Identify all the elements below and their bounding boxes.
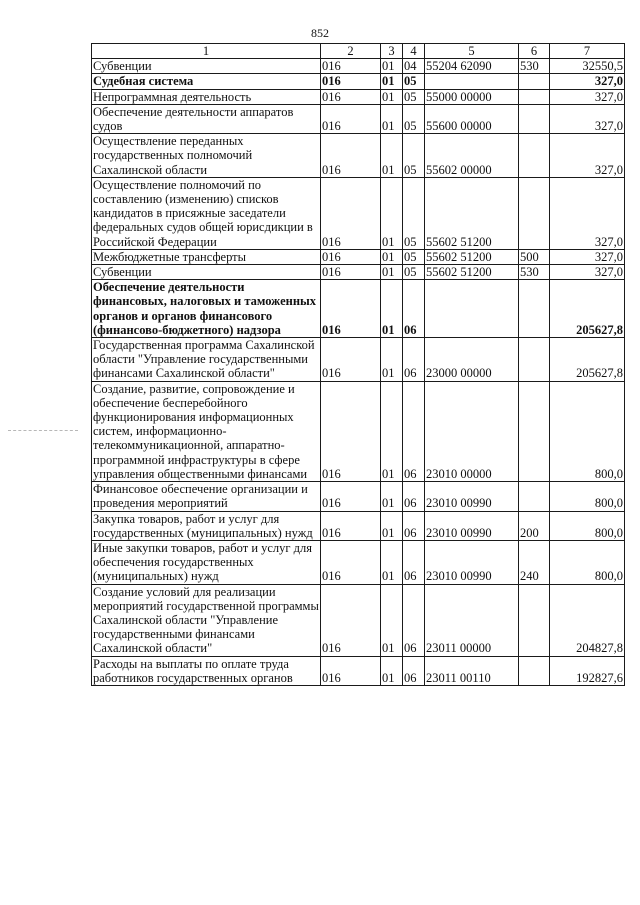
cell-expense-type [519, 482, 550, 511]
cell-section: 01 [381, 656, 403, 685]
table-row [92, 89, 625, 104]
cell-subsection: 04 [403, 59, 425, 74]
cell-ministry: 016 [321, 265, 381, 280]
cell-ministry: 016 [321, 280, 381, 338]
table-row [92, 265, 625, 280]
cell-name: Иные закупки товаров, работ и услуг для обеспечения государственных (муниципальных) нужд [92, 540, 321, 584]
table-row [92, 584, 625, 656]
cell-section: 01 [381, 59, 403, 74]
cell-amount: 800,0 [550, 540, 625, 584]
cell-target-article: 23011 00000 [425, 584, 519, 656]
cell-name: Субвенции [92, 59, 321, 74]
cell-subsection: 06 [403, 482, 425, 511]
cell-name: Обеспечение деятельности аппаратов судов [92, 104, 321, 133]
cell-target-article: 23010 00000 [425, 381, 519, 481]
cell-section: 01 [381, 134, 403, 178]
cell-amount: 32550,5 [550, 59, 625, 74]
table-row [92, 59, 625, 74]
cell-name: Осуществление полномочий по составлению (изменению) списков кандидатов в присяжные заседатели федеральных судов общей юрисдикции в Российской Федерации [92, 177, 321, 249]
header-col-ministry: 2 [321, 44, 381, 59]
cell-amount: 327,0 [550, 177, 625, 249]
table-row [92, 177, 625, 249]
cell-expense-type [519, 74, 550, 89]
table-row [92, 338, 625, 382]
cell-amount: 800,0 [550, 482, 625, 511]
cell-amount: 204827,8 [550, 584, 625, 656]
header-col-type: 6 [519, 44, 550, 59]
cell-expense-type [519, 177, 550, 249]
cell-expense-type: 500 [519, 249, 550, 264]
cell-amount: 192827,6 [550, 656, 625, 685]
cell-name: Финансовое обеспечение организации и проведения мероприятий [92, 482, 321, 511]
cell-subsection: 06 [403, 338, 425, 382]
cell-subsection: 06 [403, 381, 425, 481]
cell-ministry: 016 [321, 540, 381, 584]
cell-subsection: 06 [403, 540, 425, 584]
cell-subsection: 06 [403, 656, 425, 685]
cell-subsection: 05 [403, 177, 425, 249]
table-row [92, 134, 625, 178]
cell-expense-type [519, 656, 550, 685]
cell-ministry: 016 [321, 584, 381, 656]
cell-name: Судебная система [92, 74, 321, 89]
cell-section: 01 [381, 584, 403, 656]
cell-target-article: 55204 62090 [425, 59, 519, 74]
cell-subsection: 05 [403, 89, 425, 104]
cell-subsection: 05 [403, 249, 425, 264]
table-row [92, 104, 625, 133]
cell-target-article: 55602 51200 [425, 265, 519, 280]
cell-section: 01 [381, 265, 403, 280]
cell-expense-type [519, 381, 550, 481]
cell-amount: 327,0 [550, 249, 625, 264]
cell-amount: 327,0 [550, 104, 625, 133]
cell-expense-type [519, 89, 550, 104]
cell-amount: 327,0 [550, 134, 625, 178]
cell-subsection: 06 [403, 584, 425, 656]
cell-name: Субвенции [92, 265, 321, 280]
table-row [92, 482, 625, 511]
cell-expense-type [519, 584, 550, 656]
cell-subsection: 06 [403, 511, 425, 540]
cell-amount: 327,0 [550, 89, 625, 104]
table-row [92, 540, 625, 584]
cell-target-article [425, 280, 519, 338]
cell-section: 01 [381, 74, 403, 89]
cell-section: 01 [381, 104, 403, 133]
cell-name: Обеспечение деятельности финансовых, налоговых и таможенных органов и органов финансового (финансово-бюджетного) надзора [92, 280, 321, 338]
header-col-name: 1 [92, 44, 321, 59]
cell-target-article [425, 74, 519, 89]
cell-target-article: 55000 00000 [425, 89, 519, 104]
cell-expense-type [519, 134, 550, 178]
cell-target-article: 55602 51200 [425, 249, 519, 264]
cell-subsection: 05 [403, 74, 425, 89]
cell-amount: 205627,8 [550, 280, 625, 338]
table-row [92, 656, 625, 685]
cell-amount: 205627,8 [550, 338, 625, 382]
cell-name: Расходы на выплаты по оплате труда работников государственных органов [92, 656, 321, 685]
cell-section: 01 [381, 482, 403, 511]
cell-section: 01 [381, 89, 403, 104]
cell-expense-type: 200 [519, 511, 550, 540]
cell-name: Межбюджетные трансферты [92, 249, 321, 264]
cell-name: Создание условий для реализации мероприятий государственной программы Сахалинской области "Управление государственными финансами Сахалинской области" [93, 584, 319, 656]
cell-ministry: 016 [321, 381, 381, 481]
cell-target-article: 23011 00110 [425, 656, 519, 685]
cell-ministry: 016 [321, 89, 381, 104]
cell-section: 01 [381, 540, 403, 584]
cell-amount: 800,0 [550, 511, 625, 540]
cell-subsection: 06 [403, 280, 425, 338]
cell-amount: 327,0 [550, 74, 625, 89]
cell-subsection: 05 [403, 104, 425, 133]
cell-expense-type [519, 104, 550, 133]
cell-expense-type: 240 [519, 540, 550, 584]
header-col-section: 3 [381, 44, 403, 59]
cell-ministry: 016 [321, 177, 381, 249]
table-header-row [92, 44, 625, 59]
cell-target-article: 23010 00990 [425, 540, 519, 584]
page-number: 852 [311, 26, 329, 40]
table-row [92, 381, 625, 481]
cell-section: 01 [381, 280, 403, 338]
cell-section: 01 [381, 249, 403, 264]
cell-ministry: 016 [321, 104, 381, 133]
cell-ministry: 016 [321, 482, 381, 511]
cell-name: Создание, развитие, сопровождение и обеспечение бесперебойного функционирования информационных систем, информационно-телекоммуникационной, аппаратно-программной инфраструктуры в сфере управления общественными финансами [92, 381, 321, 481]
cell-ministry: 016 [321, 249, 381, 264]
cell-target-article: 23000 00000 [425, 338, 519, 382]
cell-ministry: 016 [321, 511, 381, 540]
cell-expense-type: 530 [519, 59, 550, 74]
table-body [92, 59, 625, 686]
cell-section: 01 [381, 177, 403, 249]
cell-name: Закупка товаров, работ и услуг для государственных (муниципальных) нужд [92, 511, 321, 540]
cell-expense-type [519, 338, 550, 382]
cell-name: Государственная программа Сахалинской области "Управление государственными финансами Сахалинской области" [92, 338, 321, 382]
cell-amount: 327,0 [550, 265, 625, 280]
cell-expense-type: 530 [519, 265, 550, 280]
table-row [92, 74, 625, 89]
cell-subsection: 05 [403, 265, 425, 280]
header-col-amount: 7 [550, 44, 625, 59]
header-col-subsection: 4 [403, 44, 425, 59]
table-row [92, 511, 625, 540]
margin-scan-marks [8, 430, 78, 437]
cell-section: 01 [381, 511, 403, 540]
cell-target-article: 55602 00000 [425, 134, 519, 178]
cell-target-article: 55602 51200 [425, 177, 519, 249]
cell-name: Непрограммная деятельность [92, 89, 321, 104]
cell-section: 01 [381, 338, 403, 382]
cell-amount: 800,0 [550, 381, 625, 481]
cell-subsection: 05 [403, 134, 425, 178]
table-row [92, 249, 625, 264]
cell-target-article: 55600 00000 [425, 104, 519, 133]
cell-target-article: 23010 00990 [425, 511, 519, 540]
cell-ministry: 016 [321, 134, 381, 178]
cell-name: Осуществление переданных государственных полномочий Сахалинской области [92, 134, 321, 178]
budget-table [91, 43, 625, 686]
cell-ministry: 016 [321, 656, 381, 685]
table-row [92, 280, 625, 338]
cell-ministry: 016 [321, 338, 381, 382]
cell-ministry: 016 [321, 59, 381, 74]
cell-expense-type [519, 280, 550, 338]
cell-ministry: 016 [321, 74, 381, 89]
cell-section: 01 [381, 381, 403, 481]
cell-target-article: 23010 00990 [425, 482, 519, 511]
header-col-target: 5 [425, 44, 519, 59]
